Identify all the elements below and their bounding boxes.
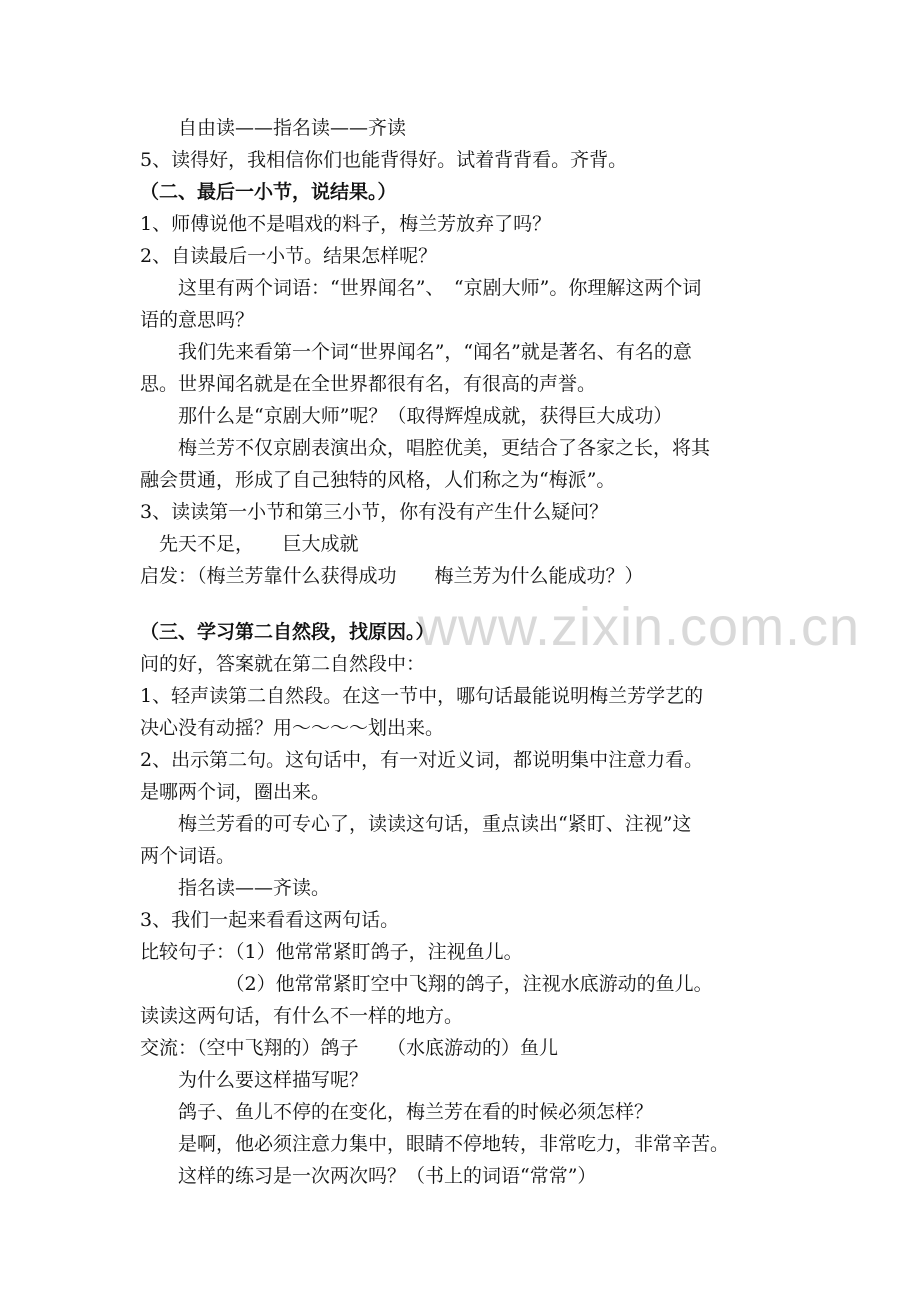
- text-line: 读读这两句话，有什么不一样的地方。: [140, 1005, 464, 1027]
- text-line: 梅兰芳看的可专心了，读读这句话，重点读出“紧盯、注视”这: [140, 813, 692, 835]
- text-line: 5、读得好，我相信你们也能背得好。试着背背看。齐背。: [140, 149, 628, 171]
- text-line: 1、轻声读第二自然段。在这一节中，哪句话最能说明梅兰芳学艺的: [140, 685, 704, 707]
- text-line: 1、师傅说他不是唱戏的料子，梅兰芳放弃了吗？: [140, 213, 552, 235]
- text-line: 这样的练习是一次两次吗？（书上的词语“常常”）: [140, 1165, 597, 1187]
- text-line: 决心没有动摇？用～～～～划出来。: [140, 717, 445, 739]
- text-line: 启发：（梅兰芳靠什么获得成功 梅兰芳为什么能成功？）: [140, 565, 644, 587]
- text-line: 思。世界闻名就是在全世界都很有名，有很高的声誉。: [140, 373, 597, 395]
- text-line: 为什么要这样描写呢？: [140, 1069, 369, 1091]
- text-line: 自由读——指名读——齐读: [140, 117, 407, 139]
- text-line: 那什么是“京剧大师”呢？（取得辉煌成就，获得巨大成功）: [140, 405, 673, 427]
- text-line: 比较句子：（1）他常常紧盯鸽子，注视鱼儿。: [140, 941, 523, 963]
- text-line: 这里有两个词语：“世界闻名”、 “京剧大师”。你理解这两个词: [140, 277, 702, 299]
- watermark: www.zixin.com.cn: [418, 597, 861, 657]
- text-line: 2、出示第二句。这句话中，有一对近义词，都说明集中注意力看。: [140, 749, 704, 771]
- text-line: 是啊，他必须注意力集中，眼睛不停地转，非常吃力，非常辛苦。: [140, 1133, 730, 1155]
- text-line: 3、读读第一小节和第三小节，你有没有产生什么疑问？: [140, 501, 609, 523]
- section-heading: （三、学习第二自然段，找原因。）: [140, 621, 435, 643]
- section-heading: （二、最后一小节，说结果。）: [140, 181, 397, 203]
- text-line: 先天不足， 巨大成就: [140, 533, 359, 555]
- text-line: 语的意思吗？: [140, 309, 255, 331]
- text-line: 3、我们一起来看看这两句话。: [140, 909, 400, 931]
- text-line: 梅兰芳不仅京剧表演出众，唱腔优美，更结合了各家之长，将其: [140, 437, 711, 459]
- text-line: 鸽子、鱼儿不停的在变化，梅兰芳在看的时候必须怎样？: [140, 1101, 654, 1123]
- text-line: 问的好，答案就在第二自然段中：: [140, 653, 426, 675]
- text-line: 指名读——齐读。: [140, 877, 331, 899]
- text-line: （2）他常常紧盯空中飞翔的鸽子，注视水底游动的鱼儿。: [140, 973, 713, 995]
- text-line: 融会贯通，形成了自己独特的风格，人们称之为“梅派”。: [140, 469, 616, 491]
- text-line: 两个词语。: [140, 845, 236, 867]
- text-line: 交流：（空中飞翔的）鸽子 （水底游动的）鱼儿: [140, 1037, 559, 1059]
- text-line: 2、自读最后一小节。结果怎样呢？: [140, 245, 438, 267]
- text-line: 是哪两个词，圈出来。: [140, 781, 331, 803]
- text-line: 我们先来看第一个词“世界闻名”，“闻名”就是著名、有名的意: [140, 341, 692, 363]
